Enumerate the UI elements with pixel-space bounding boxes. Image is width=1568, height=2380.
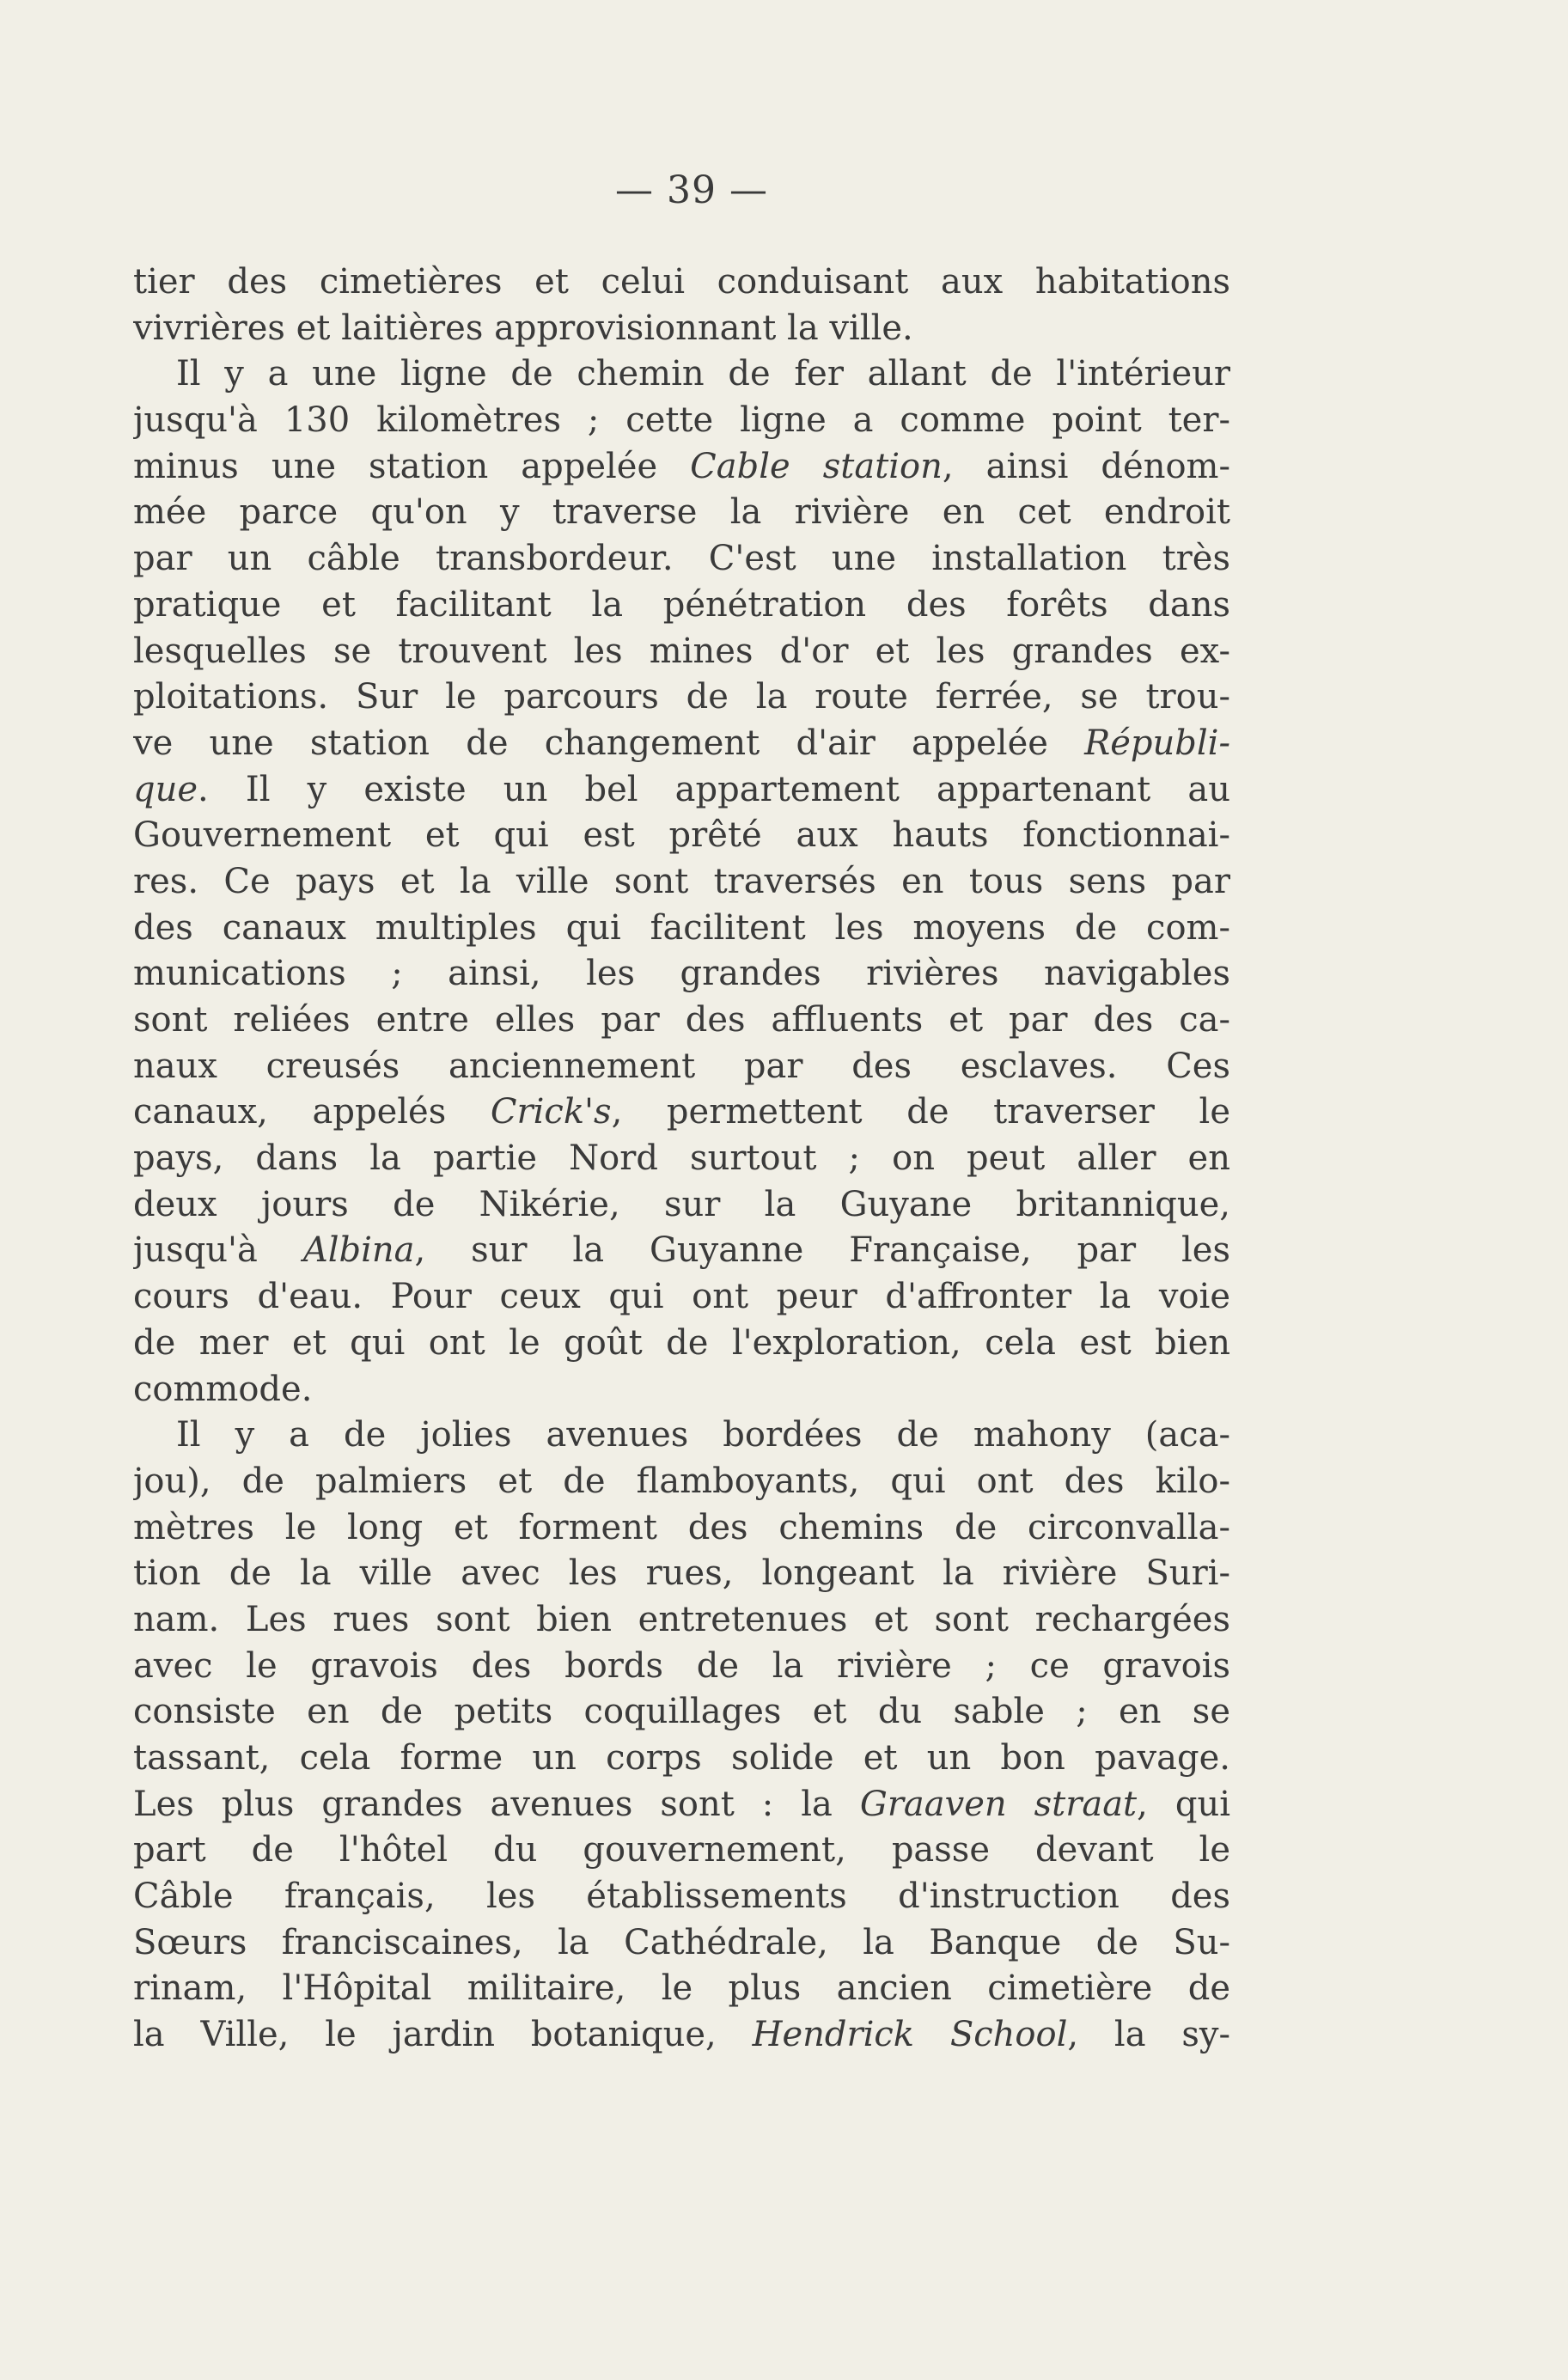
text-span: sont reliées entre elles par des affluents et par des ca-: [133, 1000, 1230, 1040]
italic-text: que: [133, 769, 198, 809]
text-span: avec le gravois des bords de la rivière ; ce gravois: [133, 1645, 1230, 1686]
text-line: [133, 1597, 1230, 1644]
text-line: [133, 951, 1230, 998]
text-line: [133, 2012, 1230, 2059]
text-span: ve une station de changement d'air appelée: [133, 723, 1085, 763]
text-span: jusqu'à: [133, 1230, 303, 1271]
text-line: [133, 1874, 1230, 1920]
text-span: pays, dans la partie Nord surtout ; on peut aller en: [133, 1138, 1230, 1179]
text-span: Câble français, les établissements d'instruction des: [133, 1877, 1230, 1917]
text-line: [133, 1413, 1230, 1459]
text-line: [133, 1182, 1230, 1229]
text-line: [133, 906, 1230, 952]
text-span: mètres le long et forment des chemins de circonvalla-: [133, 1507, 1230, 1547]
text-span: minus une station appelée: [133, 446, 691, 486]
text-line: [133, 1505, 1230, 1552]
text-line: [133, 629, 1230, 675]
text-line: [133, 1136, 1230, 1182]
italic-text: Cable station: [690, 446, 943, 486]
text-line: [133, 1089, 1230, 1136]
text-span: par un câble transbordeur. C'est une installation très: [133, 539, 1230, 579]
text-span: mée parce qu'on y traverse la rivière en cet endroit: [133, 492, 1230, 533]
text-span: commode.: [133, 1369, 313, 1409]
text-span: tion de la ville avec les rues, longeant la rivière Suri-: [133, 1553, 1230, 1594]
text-line: [133, 1367, 1230, 1413]
text-span: de mer et qui ont le goût de l'exploration, cela est bien: [133, 1322, 1230, 1363]
text-line: [133, 490, 1230, 536]
text-line: [133, 398, 1230, 444]
text-span: , ainsi dénom-: [942, 446, 1230, 486]
text-line: [133, 1966, 1230, 2012]
text-line: [133, 306, 1230, 352]
text-line: [133, 1689, 1230, 1736]
text-span: pratique et facilitant la pénétration des forêts dans: [133, 584, 1230, 625]
text-span: rinam, l'Hôpital militaire, le plus ancien cimetière de: [133, 1968, 1230, 2009]
text-span: ploitations. Sur le parcours de la route ferrée, se trou-: [133, 677, 1230, 717]
text-line: [133, 674, 1230, 721]
text-span: Il y a une ligne de chemin de fer allant de l'intérieur: [176, 354, 1230, 394]
text-span: jusqu'à 130 kilomètres ; cette ligne a comme point ter-: [133, 400, 1230, 441]
text-line: [133, 859, 1230, 906]
text-line: [133, 1551, 1230, 1597]
text-line: [133, 1228, 1230, 1274]
text-span: , sur la Guyanne Française, par les: [414, 1230, 1230, 1271]
text-span: Sœurs franciscaines, la Cathédrale, la Banque de Su-: [133, 1922, 1230, 1962]
text-line: [133, 1459, 1230, 1505]
text-span: des canaux multiples qui facilitent les moyens de com-: [133, 907, 1230, 948]
text-span: res. Ce pays et la ville sont traversés en tous sens par: [133, 861, 1230, 901]
text-line: [133, 813, 1230, 859]
text-line: [133, 351, 1230, 398]
text-span: Les plus grandes avenues sont : la: [133, 1784, 860, 1824]
text-span: Il y a de jolies avenues bordées de mahony (aca-: [176, 1415, 1230, 1455]
text-span: nam. Les rues sont bien entretenues et sont rechargées: [133, 1599, 1230, 1639]
text-line: [133, 1920, 1230, 1967]
text-line: [133, 536, 1230, 583]
italic-text: Républi-: [1084, 723, 1230, 763]
text-span: consiste en de petits coquillages et du sable ; en se: [133, 1692, 1230, 1732]
text-span: , la sy-: [1067, 2015, 1230, 2055]
italic-text: Crick's: [490, 1092, 612, 1132]
text-span: Gouvernement et qui est prêté aux hauts fonctionnai-: [133, 815, 1230, 856]
text-line: [133, 1644, 1230, 1690]
italic-text: Albina: [302, 1230, 415, 1271]
text-span: part de l'hôtel du gouvernement, passe devant le: [133, 1830, 1230, 1870]
text-span: lesquelles se trouvent les mines d'or et les grandes ex-: [133, 631, 1230, 671]
text-span: , qui: [1137, 1784, 1230, 1824]
italic-text: Graaven straat: [859, 1784, 1138, 1824]
text-span: . Il y existe un bel appartement appartenant au: [198, 769, 1230, 809]
text-span: naux creusés anciennement par des esclaves. Ces: [133, 1046, 1230, 1086]
text-line: [133, 444, 1230, 491]
text-line: [133, 1321, 1230, 1367]
text-line: [133, 583, 1230, 629]
text-span: canaux, appelés: [133, 1092, 491, 1132]
text-span: la Ville, le jardin botanique,: [133, 2015, 753, 2055]
text-span: vivrières et laitières approvisionnant la ville.: [133, 308, 913, 348]
text-span: cours d'eau. Pour ceux qui ont peur d'affronter la voie: [133, 1277, 1230, 1317]
text-span: munications ; ainsi, les grandes rivières navigables: [133, 954, 1230, 994]
text-line: [133, 259, 1230, 306]
text-line: [133, 767, 1230, 814]
text-span: deux jours de Nikérie, sur la Guyane britannique,: [133, 1184, 1230, 1224]
italic-text: Hendrick School: [752, 2015, 1068, 2055]
text-line: [133, 1782, 1230, 1828]
text-span: tassant, cela forme un corps solide et un bon pavage.: [133, 1738, 1230, 1778]
text-span: , permettent de traverser le: [611, 1092, 1230, 1132]
text-line: [133, 1274, 1230, 1321]
text-line: [133, 1044, 1230, 1090]
text-line: [133, 721, 1230, 767]
text-span: tier des cimetières et celui conduisant aux habitations: [133, 262, 1230, 302]
text-line: [133, 1736, 1230, 1782]
page-number: — 39 —: [615, 168, 768, 212]
text-line: [133, 1828, 1230, 1874]
text-span: jou), de palmiers et de flamboyants, qui ont des kilo-: [133, 1461, 1230, 1501]
body-text: [133, 259, 1230, 2059]
text-line: [133, 998, 1230, 1044]
